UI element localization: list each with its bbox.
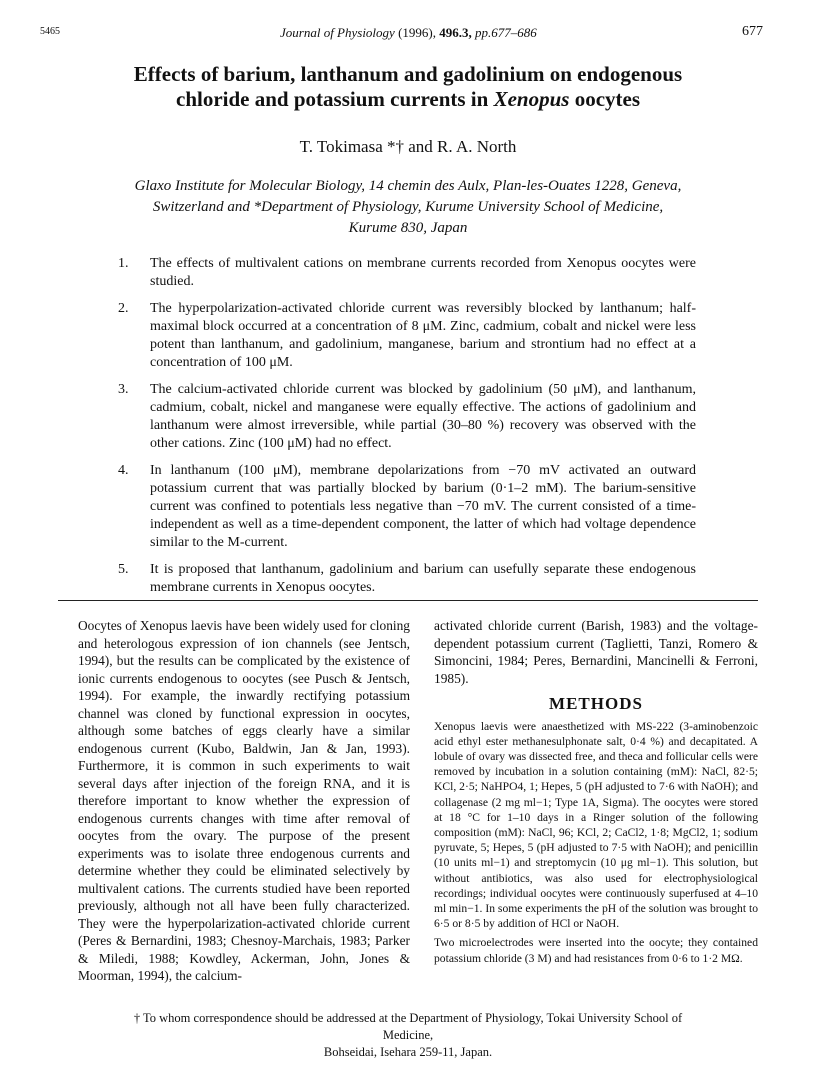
- journal-volume: 496.3,: [439, 25, 472, 40]
- abstract-item-number: 3.: [118, 382, 129, 397]
- abstract-item-text: The calcium-activated chloride current was blocked by gadolinium (50 μM), and lanthanum, cadmium, cobalt, nickel and manganese were equally effective. The actions of gadolinium and lanthanum were almost irreversible, while partial (30–80 %) recovery was observed with the other cations. Zinc (100 μM) had no effect.: [150, 382, 696, 451]
- journal-name: Journal of Physiology: [280, 25, 395, 40]
- title-line-2: [80, 87, 736, 112]
- abstract-item: [118, 561, 696, 597]
- journal-citation: [280, 25, 537, 41]
- abstract-item: [118, 255, 696, 291]
- abstract-item-text: The hyperpolarization-activated chloride current was reversibly blocked by lanthanum; half-maximal block occurred at a concentration of 8 μM. Zinc, cadmium, cobalt and nickel were less potent than lanthanum, and gadolinium, manganese, barium and strontium had no effect at a concentration of 100 μM.: [150, 301, 696, 370]
- methods-paragraph-2: Two microelectrodes were inserted into the oocyte; they contained potassium chloride (3 M) and had resistances from 0·6 to 1·2 MΩ.: [434, 936, 758, 965]
- title-line-2-post: oocytes: [574, 87, 640, 111]
- body-right-column: [434, 617, 758, 970]
- authors: T. Tokimasa *† and R. A. North: [299, 137, 517, 156]
- journal-year: (1996),: [398, 25, 436, 40]
- abstract-item-text: It is proposed that lanthanum, gadolinium and barium can usefully separate these endogenous membrane currents in Xenopus oocytes.: [150, 562, 696, 595]
- abstract-item-number: 5.: [118, 562, 129, 577]
- abstract-item: [118, 381, 696, 453]
- abstract-item-number: 4.: [118, 463, 129, 478]
- abstract-item: [118, 462, 696, 552]
- affiliation-line-2: Switzerland and *Department of Physiology, Kurume University School of Medicine,: [152, 199, 664, 215]
- affiliation-line-3: Kurume 830, Japan: [348, 220, 468, 236]
- affiliation-line-1: Glaxo Institute for Molecular Biology, 14 chemin des Aulx, Plan-les-Ouates 1228, Geneva,: [134, 178, 682, 194]
- page-number: 677: [742, 24, 763, 39]
- title-species: Xenopus: [493, 87, 570, 111]
- footnote-line-1: † To whom correspondence should be addressed at the Department of Physiology, Tokai University School of Medicine,: [133, 1011, 683, 1042]
- abstract-item-number: 2.: [118, 301, 129, 316]
- abstract-divider: [58, 600, 758, 601]
- abstract-item-text: In lanthanum (100 μM), membrane depolarizations from −70 mV activated an outward potassium current that was partially blocked by barium (0·1–2 mM). The barium-sensitive current was confined to potentials less negative than −70 mV. The current consisted of a time-independent as well as a time-dependent component, the latter of which had voltage dependence similar to the M-current.: [150, 463, 696, 550]
- title-line-1: Effects of barium, lanthanum and gadolinium on endogenous: [133, 62, 683, 86]
- introduction-paragraph: Oocytes of Xenopus laevis have been widely used for cloning and heterologous expression of ion channels (see Jentsch, 1994), but the results can be complicated by the existence of ionic currents endogenous to oocytes (see Pusch & Jentsch, 1994). For example, the inwardly rectifying potassium channel was cloned by functional expression in oocytes, although some batches of eggs clearly have a similar endogenous current (Kubo, Baldwin, Jan & Jan, 1993). Furthermore, it is common in such experiments to wait several days after injection of the foreign RNA, and it is therefore important to know whether the expression of endogenous currents changes with time after removal of oocytes from the ovary. The purpose of the present experiments was to isolate three endogenous currents and determine whether they could be eliminated selectively by multivalent cations. The currents studied have been reported previously, although not all have been fully characterized. They were the hyperpolarization-activated chloride current (Peres & Bernardini, 1983; Chesnoy-Marchais, 1983; Parker & Miledi, 1988; Kowdley, Ackerman, John, Jones & Moorman, 1994), the calcium-: [78, 618, 410, 983]
- title-line-2-pre: chloride and potassium currents in: [176, 87, 489, 111]
- footnote: [108, 1010, 708, 1061]
- methods-text: [434, 719, 758, 966]
- methods-heading: METHODS: [549, 694, 643, 713]
- abstract-item-text: The effects of multivalent cations on membrane currents recorded from Xenopus oocytes were studied.: [150, 256, 696, 289]
- abstract-item: [118, 300, 696, 372]
- journal-pages: pp.677–686: [475, 25, 537, 40]
- footnote-line-2: Bohseidai, Isehara 259-11, Japan.: [323, 1045, 493, 1059]
- introduction-continuation: activated chloride current (Barish, 1983) and the voltage-dependent potassium current (Taglietti, Tanzi, Romero & Simoncini, 1984; Peres, Bernardini, Mancinelli & Ferroni, 1985).: [434, 618, 758, 686]
- document-code: 5465: [40, 26, 60, 37]
- body-left-column: [78, 617, 410, 985]
- affiliation: [108, 176, 708, 239]
- abstract-list: [118, 255, 696, 606]
- article-title: [80, 62, 736, 112]
- abstract-item-number: 1.: [118, 256, 129, 271]
- methods-paragraph-1: Xenopus laevis were anaesthetized with MS-222 (3-aminobenzoic acid ethyl ester methanesulphonate salt, 0·4 %) and decapitated. A lobule of ovary was dissected free, and theca and follicular cells were removed by incubation in a solution containing (mM): NaCl, 82·5; KCl, 2·5; NaHPO4, 1; Hepes, 5 (pH adjusted to 7·6 with NaOH); and collagenase (2 mg ml−1; Type 1A, Sigma). The oocytes were stored at 18 °C for 1–10 days in a Ringer solution of the following composition (mM): NaCl, 96; KCl, 2; CaCl2, 1·8; MgCl2, 1; sodium pyruvate, 5; Hepes, 5 (pH adjusted to 7·5 with NaOH); and penicillin (10 units ml−1) and streptomycin (10 μg ml−1). This solution, but without antibiotics, was also used for electrophysiological recordings; individual oocytes were continuously superfused at 4–10 ml min−1. In some experiments the pH of the solution was brought to 6·5 or 8·5 by addition of HCl or NaOH.: [434, 719, 758, 931]
